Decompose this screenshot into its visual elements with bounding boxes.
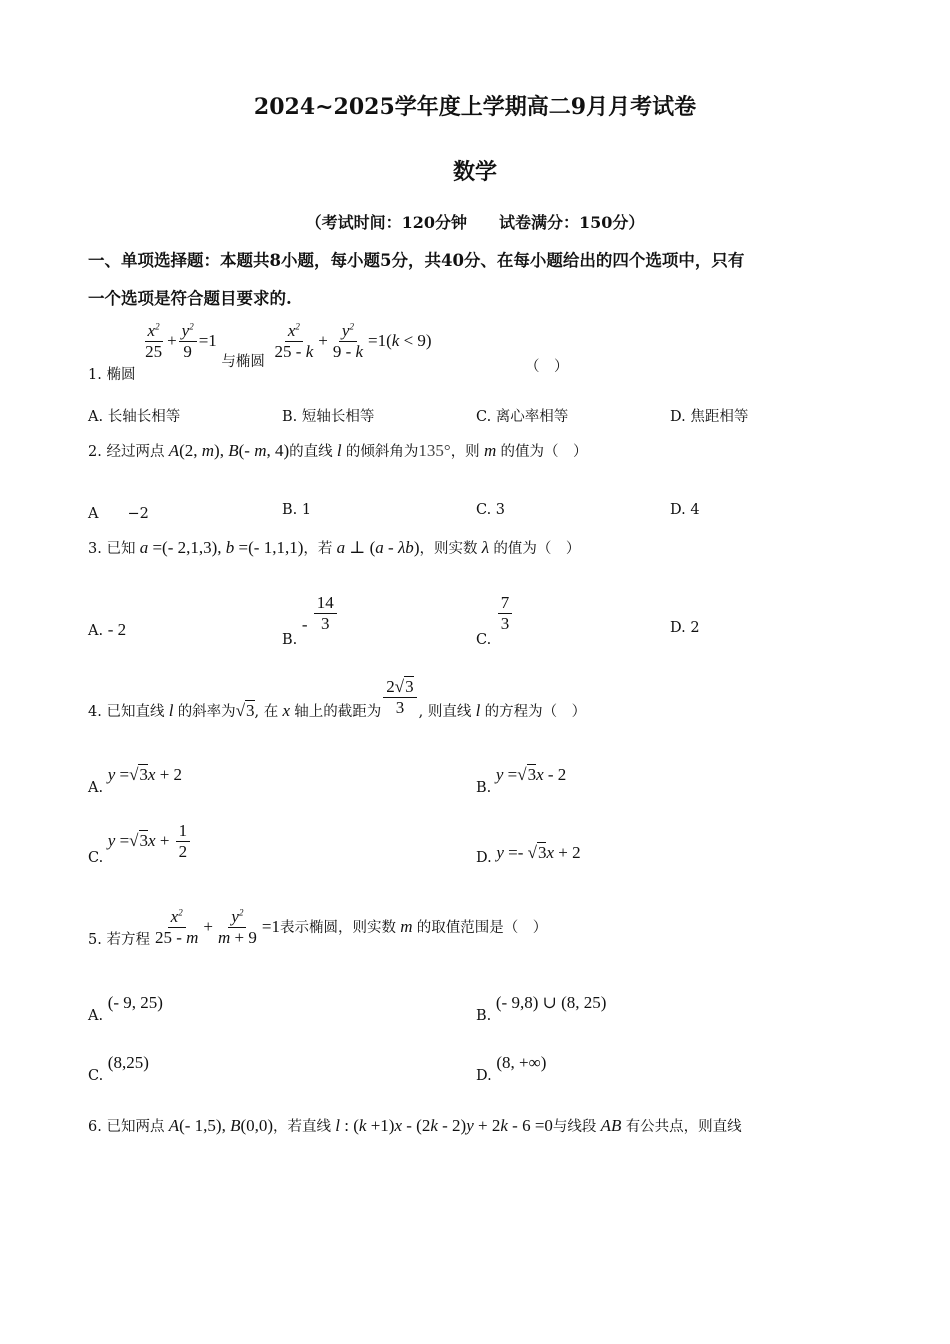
- q1-paren: （ ）: [525, 359, 569, 375]
- q4-option-b[interactable]: B. y =√3x - 2: [476, 765, 567, 796]
- question-4: 4. 已知直线 l 的斜率为√3, 在 x 轴上的截距为 $\frac{2√3}{3}$ , 则直线 l 的方程为（ ）: [88, 677, 587, 721]
- exam-info: （考试时间：120分钟 试卷满分：150分）: [305, 213, 645, 232]
- q5-option-d[interactable]: D. (8, +∞): [476, 1053, 547, 1084]
- q1-option-c[interactable]: C. 离心率相等: [476, 409, 569, 425]
- q3-option-d[interactable]: D. 2: [670, 620, 700, 636]
- q3-option-c[interactable]: C. $\frac{7}{3}$: [476, 594, 514, 634]
- q5-option-c[interactable]: C. (8,25): [88, 1053, 149, 1084]
- q4-option-a[interactable]: A. y =√3x + 2: [88, 765, 183, 796]
- q4-text: 4. 已知直线: [88, 704, 165, 721]
- question-5: 5. 若方程 $\frac{x^2}{25 - m}$ + $\frac{y^2}{m + 9}$ =1表示椭圆，则实数 m 的取值范围是（ ）: [88, 907, 548, 949]
- q2-option-a[interactable]: A −2: [88, 506, 149, 522]
- q4-option-c[interactable]: C. y =√3x + $\frac{1}{2}$: [88, 822, 192, 862]
- subject-title: 数学: [452, 159, 497, 185]
- question-3: 3. 已知 a =(- 2,1,3), b =(- 1,1,1)，若 a ⊥ (a - λb)，则实数 λ 的值为（ ）: [88, 538, 581, 557]
- q2-option-b[interactable]: B. 1: [282, 502, 312, 518]
- q1-option-d[interactable]: D. 焦距相等: [670, 409, 749, 425]
- q1-text: 1. 椭圆: [88, 367, 136, 384]
- q5-text: 5. 若方程: [88, 932, 150, 949]
- q5-option-b[interactable]: B. (- 9,8) ∪ (8, 25): [476, 993, 607, 1024]
- q3-option-b[interactable]: B. - $\frac{14}{3}$: [282, 594, 339, 634]
- q6-text: 6. 已知两点: [88, 1119, 165, 1135]
- q3-text: 3. 已知: [88, 541, 136, 557]
- q2-text: 2. 经过两点: [88, 444, 165, 460]
- q1-option-a[interactable]: A. 长轴长相等: [88, 409, 181, 425]
- question-2: 2. 经过两点 A(2, m), B(- m, 4)的直线 l 的倾斜角为135°，则 m 的值为（ ）: [88, 441, 588, 460]
- q2-option-c[interactable]: C. 3: [476, 502, 506, 518]
- q3-option-a[interactable]: A. - 2: [88, 620, 127, 639]
- q2-option-d[interactable]: D. 4: [670, 502, 700, 518]
- q4-option-d[interactable]: D. y =- √3x + 2: [476, 843, 581, 866]
- section-heading-line1: 一、单项选择题：本题共8小题，每小题5分，共40分、在每小题给出的四个选项中，只有: [88, 251, 745, 270]
- question-1: 1. 椭圆 $\frac{x^2}{25}$ + $\frac{y^2}{9}$ =1 与椭圆 $\frac{x^2}{25 - k}$ + $\frac{y^2}{9 - k}$ =1(k < 9): [88, 321, 432, 384]
- q1-text-mid: 与椭圆: [221, 354, 265, 371]
- section-heading-line2: 一个选项是符合题目要求的.: [88, 289, 292, 308]
- q1-option-b[interactable]: B. 短轴长相等: [282, 409, 375, 425]
- question-6: 6. 已知两点 A(- 1,5), B(0,0)，若直线 l : (k +1)x - (2k - 2)y + 2k - 6 =0与线段 AB 有公共点，则直线: [88, 1116, 742, 1135]
- q5-option-a[interactable]: A. (- 9, 25): [88, 993, 163, 1024]
- exam-title: 2024~2025学年度上学期高二9月月考试卷: [253, 94, 697, 120]
